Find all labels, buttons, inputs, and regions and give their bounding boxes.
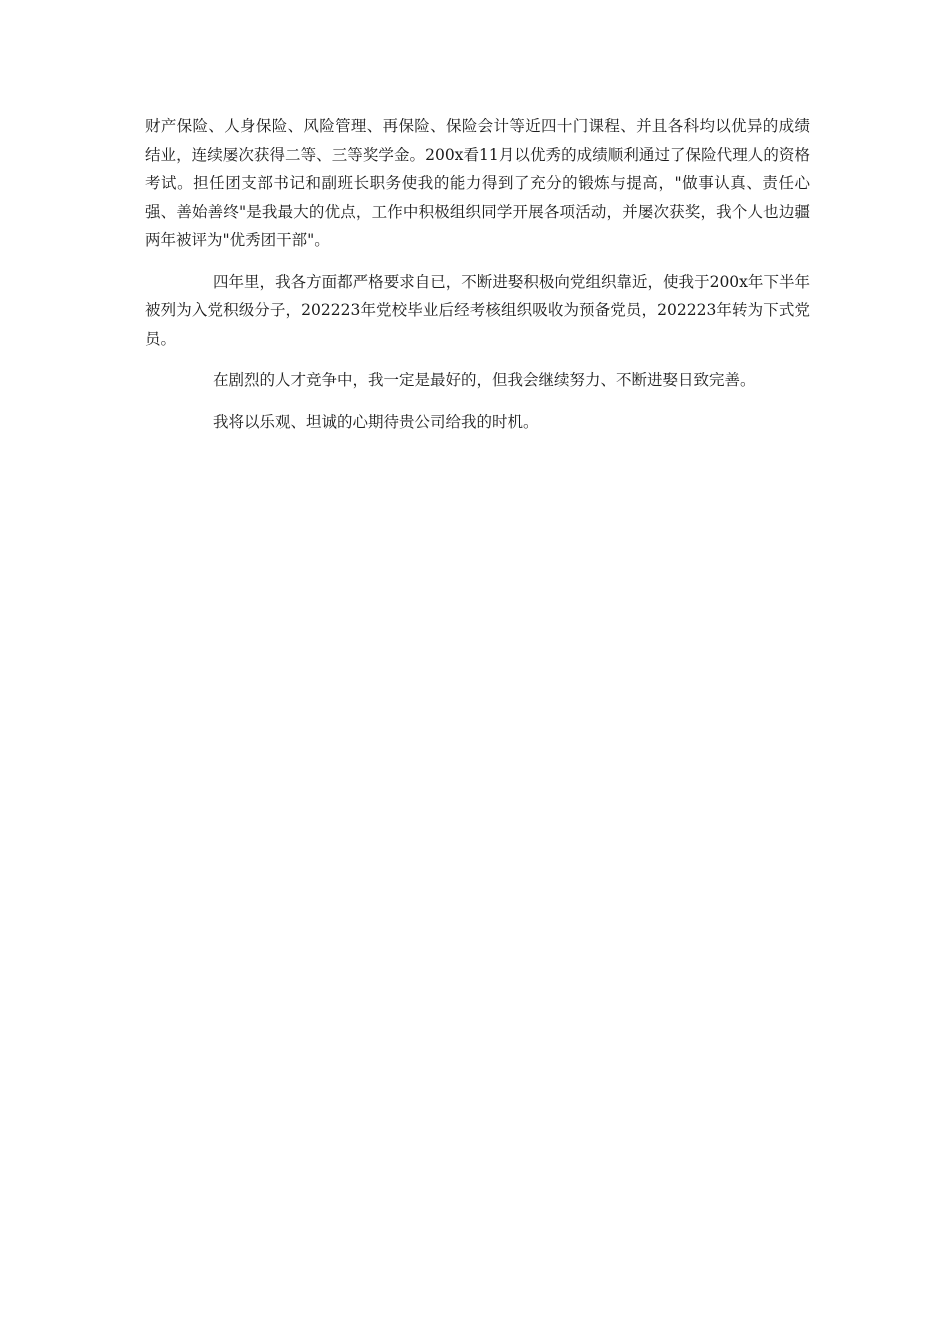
paragraph-1: 财产保险、人身保险、风险管理、再保险、保险会计等近四十门课程、并且各科均以优异的成绩结业，连续屡次获得二等、三等奖学金。200x看11月以优秀的成绩顺利通过了保险代理人的资格考试。担任团支部书记和副班长职务使我的能力得到了充分的锻炼与提高，"做事认真、责任心强、善始善终"是我最大的优点，工作中积极组织同学开展各项活动，并屡次获奖，我个人也边疆两年被评为"优秀团干部"。 [145,117,810,249]
paragraph-4: 我将以乐观、坦诚的心期待贵公司给我的时机。 [213,412,539,431]
paragraph-2: 四年里，我各方面都严格要求自已，不断进娶积极向党组织靠近，使我于200x年下半年被列为入党积级分子，202223年党校毕业后经考核组织吸收为预备党员，202223年转为下式党员。 [145,272,810,348]
document-body [145,112,810,449]
paragraph-3: 在剧烈的人才竞争中，我一定是最好的，但我会继续努力、不断进娶日致完善。 [213,371,756,389]
